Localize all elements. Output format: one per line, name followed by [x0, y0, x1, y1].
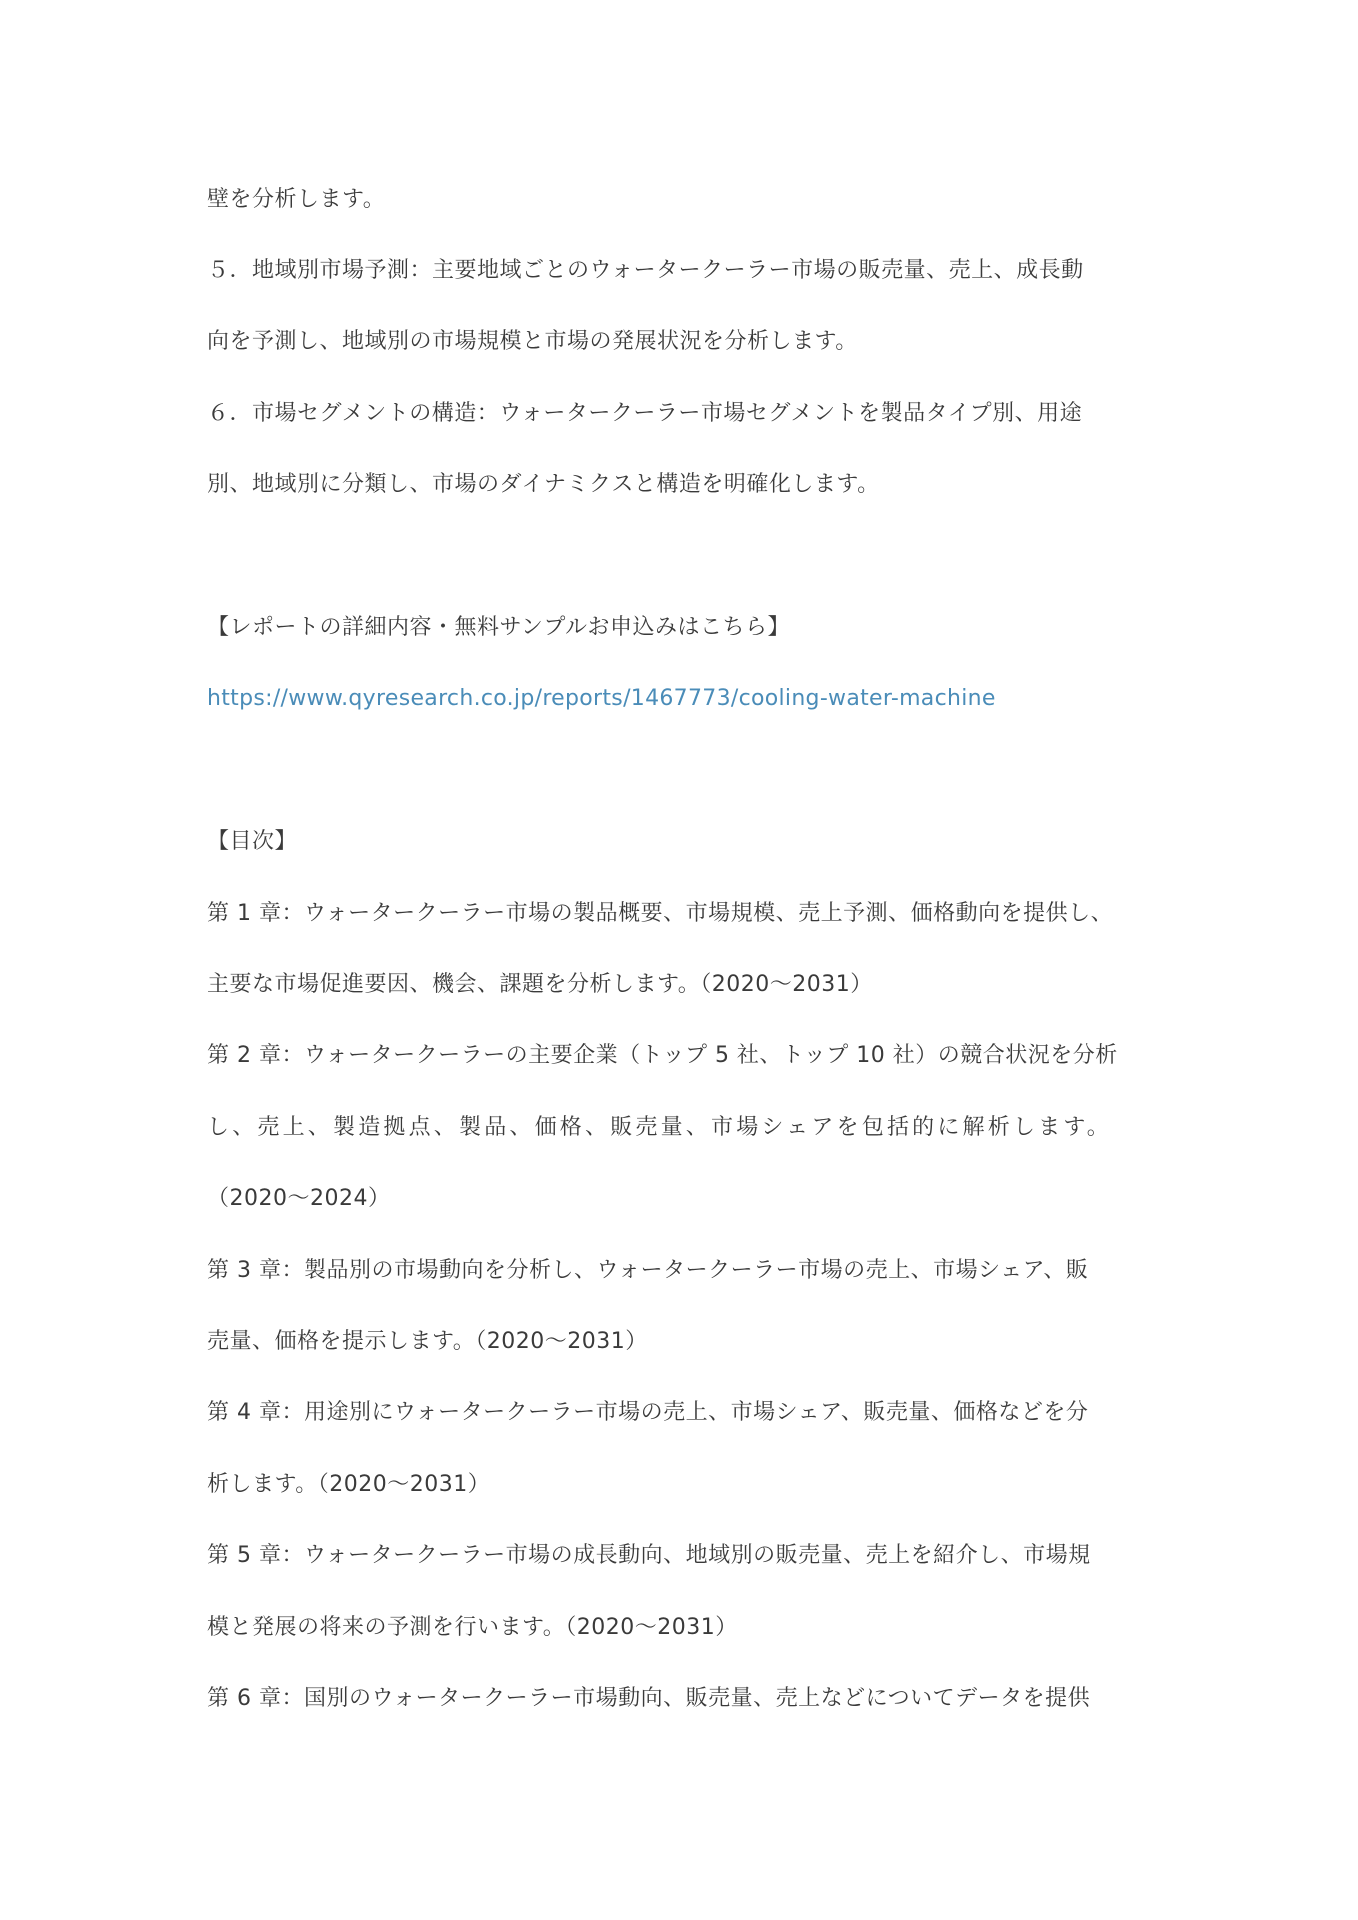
- toc-chapter-3-line-2: 売量、価格を提示します。（2020～2031）: [207, 1329, 648, 1354]
- point-5-line-2: 向を予測し、地域別の市場規模と市場の発展状況を分析します。: [207, 329, 858, 354]
- point-5-line-1: ５．地域別市場予測：主要地域ごとのウォータークーラー市場の販売量、売上、成長動: [207, 258, 1084, 283]
- toc-chapter-1-line-2: 主要な市場促進要因、機会、課題を分析します。（2020～2031）: [207, 972, 873, 997]
- toc-chapter-3-line-1: 第 3 章：製品別の市場動向を分析し、ウォータークーラー市場の売上、市場シェア、販: [207, 1258, 1089, 1283]
- intro-tail-text: 壁を分析します。: [207, 187, 386, 212]
- toc-chapter-2-line-3: （2020～2024）: [207, 1186, 391, 1211]
- toc-chapter-2-line-2: し、売上、製造拠点、製品、価格、販売量、市場シェアを包括的に解析します。: [207, 1115, 1113, 1140]
- toc-chapter-4-line-1: 第 4 章：用途別にウォータークーラー市場の売上、市場シェア、販売量、価格などを分: [207, 1400, 1089, 1425]
- toc-chapter-1-line-1: 第 1 章：ウォータークーラー市場の製品概要、市場規模、売上予測、価格動向を提供し、: [207, 901, 1114, 926]
- toc-chapter-5-line-2: 模と発展の将来の予測を行います。（2020～2031）: [207, 1615, 738, 1640]
- toc-chapter-2-line-1: 第 2 章：ウォータークーラーの主要企業（トップ 5 社、トップ 10 社）の競合状況を分析: [207, 1043, 1118, 1068]
- report-link[interactable]: https://www.qyresearch.co.jp/reports/1467773/cooling-water-machine: [207, 686, 996, 711]
- toc-heading: 【目次】: [207, 829, 298, 854]
- toc-chapter-6-line-1: 第 6 章：国別のウォータークーラー市場動向、販売量、売上などについてデータを提供: [207, 1686, 1091, 1711]
- point-6-line-2: 別、地域別に分類し、市場のダイナミクスと構造を明確化します。: [207, 472, 880, 497]
- toc-chapter-5-line-1: 第 5 章：ウォータークーラー市場の成長動向、地域別の販売量、売上を紹介し、市場規: [207, 1543, 1091, 1568]
- report-heading: 【レポートの詳細内容・無料サンプルお申込みはこちら】: [207, 615, 791, 640]
- point-6-line-1: ６．市場セグメントの構造：ウォータークーラー市場セグメントを製品タイプ別、用途: [207, 401, 1083, 426]
- toc-chapter-4-line-2: 析します。（2020～2031）: [207, 1472, 491, 1497]
